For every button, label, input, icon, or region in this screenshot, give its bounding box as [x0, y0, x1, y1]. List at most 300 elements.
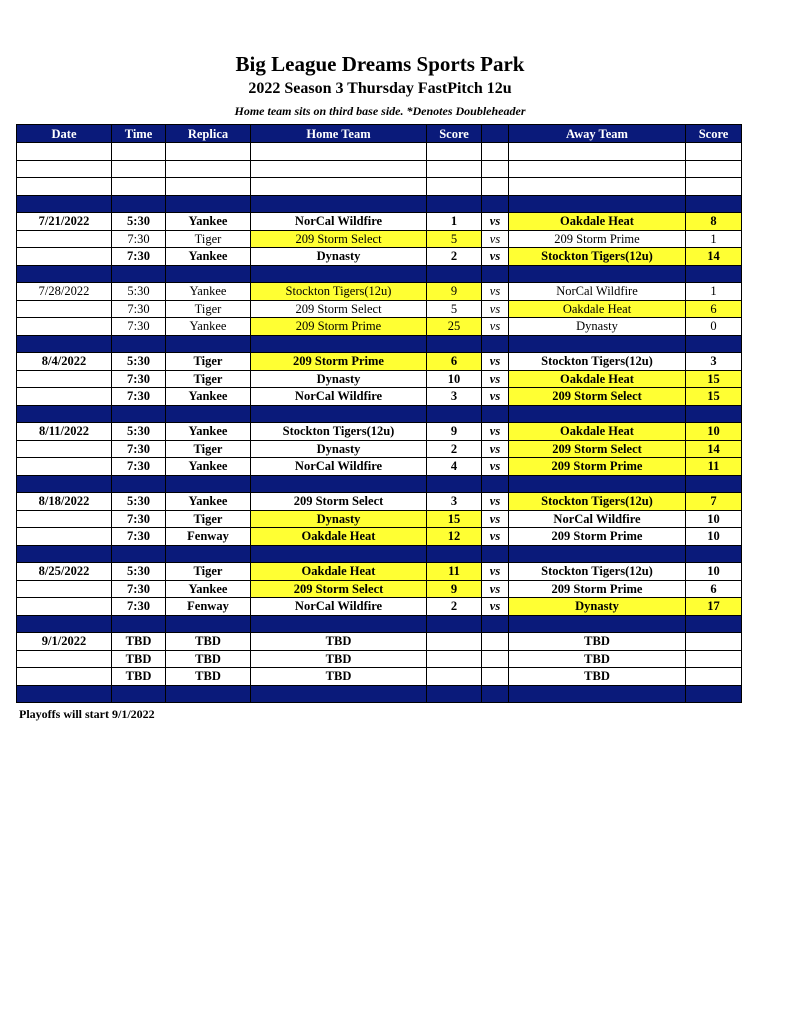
home-team-cell: Dynasty — [251, 510, 427, 528]
blank-row — [17, 143, 742, 161]
blank-cell — [427, 160, 482, 178]
blank-cell — [166, 143, 251, 161]
date-cell: 8/4/2022 — [17, 353, 112, 371]
separator-cell — [427, 265, 482, 283]
date-cell — [17, 650, 112, 668]
field-cell: Fenway — [166, 598, 251, 616]
game-row — [17, 283, 742, 301]
week-separator — [17, 545, 742, 563]
separator-cell — [251, 405, 427, 423]
game-row — [17, 423, 742, 441]
separator-cell — [251, 195, 427, 213]
away-score-cell: 8 — [686, 213, 742, 231]
away-team-cell: TBD — [509, 668, 686, 686]
blank-cell — [482, 160, 509, 178]
header-replica: Replica — [166, 125, 251, 143]
separator-cell — [251, 685, 427, 703]
separator-cell — [686, 475, 742, 493]
date-cell — [17, 580, 112, 598]
separator-cell — [509, 195, 686, 213]
blank-cell — [251, 178, 427, 196]
blank-cell — [17, 143, 112, 161]
away-team-cell: TBD — [509, 650, 686, 668]
game-row — [17, 353, 742, 371]
date-cell — [17, 598, 112, 616]
away-team-cell: Dynasty — [509, 318, 686, 336]
home-team-cell: NorCal Wildfire — [251, 213, 427, 231]
header-vs — [482, 125, 509, 143]
vs-cell: vs — [482, 318, 509, 336]
vs-cell: vs — [482, 510, 509, 528]
home-score-cell: 12 — [427, 528, 482, 546]
time-cell: 5:30 — [112, 423, 166, 441]
separator-cell — [509, 685, 686, 703]
away-score-cell: 7 — [686, 493, 742, 511]
field-cell: Fenway — [166, 528, 251, 546]
away-score-cell: 15 — [686, 370, 742, 388]
home-team-cell: Dynasty — [251, 248, 427, 266]
home-team-cell: Stockton Tigers(12u) — [251, 423, 427, 441]
separator-cell — [166, 545, 251, 563]
separator-cell — [509, 615, 686, 633]
week-separator — [17, 685, 742, 703]
separator-cell — [509, 265, 686, 283]
page-subtitle: 2022 Season 3 Thursday FastPitch 12u — [248, 80, 512, 97]
separator-cell — [482, 685, 509, 703]
away-score-cell: 3 — [686, 353, 742, 371]
time-cell: 7:30 — [112, 370, 166, 388]
home-score-cell: 2 — [427, 440, 482, 458]
home-score-cell: 11 — [427, 563, 482, 581]
date-cell: 8/18/2022 — [17, 493, 112, 511]
field-cell: TBD — [166, 668, 251, 686]
date-cell — [17, 248, 112, 266]
blank-cell — [686, 160, 742, 178]
playoffs-note: Playoffs will start 9/1/2022 — [19, 707, 155, 721]
away-team-cell: 209 Storm Prime — [509, 580, 686, 598]
separator-cell — [686, 615, 742, 633]
separator-cell — [251, 615, 427, 633]
home-score-cell: 2 — [427, 248, 482, 266]
home-team-cell: Dynasty — [251, 440, 427, 458]
vs-cell: vs — [482, 580, 509, 598]
blank-cell — [427, 178, 482, 196]
home-score-cell: 5 — [427, 230, 482, 248]
time-cell: 7:30 — [112, 528, 166, 546]
blank-row — [17, 160, 742, 178]
separator-cell — [509, 475, 686, 493]
game-row — [17, 440, 742, 458]
home-score-cell — [427, 668, 482, 686]
blank-cell — [427, 143, 482, 161]
separator-cell — [112, 545, 166, 563]
away-team-cell: Stockton Tigers(12u) — [509, 248, 686, 266]
separator-cell — [482, 545, 509, 563]
date-cell — [17, 388, 112, 406]
time-cell: 5:30 — [112, 353, 166, 371]
separator-cell — [427, 475, 482, 493]
separator-cell — [686, 265, 742, 283]
vs-cell: vs — [482, 440, 509, 458]
time-cell: 7:30 — [112, 580, 166, 598]
header-row — [17, 125, 742, 143]
date-cell — [17, 668, 112, 686]
field-cell: TBD — [166, 650, 251, 668]
game-row — [17, 598, 742, 616]
header-away-score: Score — [686, 125, 742, 143]
home-score-cell: 1 — [427, 213, 482, 231]
away-score-cell: 10 — [686, 423, 742, 441]
home-team-cell: 209 Storm Select — [251, 300, 427, 318]
home-team-cell: TBD — [251, 650, 427, 668]
separator-cell — [427, 545, 482, 563]
date-cell — [17, 458, 112, 476]
away-team-cell: Oakdale Heat — [509, 423, 686, 441]
separator-cell — [686, 545, 742, 563]
away-score-cell: 15 — [686, 388, 742, 406]
field-cell: Tiger — [166, 370, 251, 388]
away-team-cell: NorCal Wildfire — [509, 283, 686, 301]
date-cell — [17, 440, 112, 458]
separator-cell — [686, 405, 742, 423]
time-cell: TBD — [112, 633, 166, 651]
away-team-cell: 209 Storm Prime — [509, 528, 686, 546]
away-score-cell: 6 — [686, 580, 742, 598]
game-row — [17, 370, 742, 388]
schedule-table — [16, 124, 742, 703]
home-team-cell: Stockton Tigers(12u) — [251, 283, 427, 301]
away-team-cell: 209 Storm Prime — [509, 458, 686, 476]
vs-cell: vs — [482, 283, 509, 301]
field-cell: Tiger — [166, 563, 251, 581]
away-team-cell: Stockton Tigers(12u) — [509, 563, 686, 581]
time-cell: 7:30 — [112, 318, 166, 336]
time-cell: 5:30 — [112, 493, 166, 511]
home-score-cell: 4 — [427, 458, 482, 476]
week-separator — [17, 615, 742, 633]
header-home-score: Score — [427, 125, 482, 143]
home-score-cell: 5 — [427, 300, 482, 318]
separator-cell — [509, 335, 686, 353]
vs-cell: vs — [482, 528, 509, 546]
header-time: Time — [112, 125, 166, 143]
separator-cell — [17, 265, 112, 283]
separator-cell — [112, 405, 166, 423]
game-row — [17, 458, 742, 476]
blank-cell — [509, 160, 686, 178]
separator-cell — [482, 335, 509, 353]
separator-cell — [17, 545, 112, 563]
vs-cell: vs — [482, 388, 509, 406]
home-team-cell: NorCal Wildfire — [251, 458, 427, 476]
separator-cell — [251, 265, 427, 283]
home-team-cell: 209 Storm Prime — [251, 318, 427, 336]
separator-cell — [686, 685, 742, 703]
vs-cell: vs — [482, 598, 509, 616]
blank-cell — [686, 178, 742, 196]
home-score-cell — [427, 650, 482, 668]
home-score-cell: 2 — [427, 598, 482, 616]
home-team-cell: NorCal Wildfire — [251, 388, 427, 406]
time-cell: 5:30 — [112, 283, 166, 301]
separator-cell — [482, 405, 509, 423]
header-away-team: Away Team — [509, 125, 686, 143]
away-team-cell: Stockton Tigers(12u) — [509, 493, 686, 511]
vs-cell: vs — [482, 213, 509, 231]
time-cell: TBD — [112, 650, 166, 668]
game-row — [17, 493, 742, 511]
week-separator — [17, 405, 742, 423]
time-cell: 7:30 — [112, 458, 166, 476]
field-cell: Yankee — [166, 423, 251, 441]
game-row — [17, 248, 742, 266]
home-team-cell: Oakdale Heat — [251, 563, 427, 581]
separator-cell — [482, 195, 509, 213]
game-row — [17, 388, 742, 406]
away-team-cell: Dynasty — [509, 598, 686, 616]
home-score-cell: 9 — [427, 423, 482, 441]
date-cell — [17, 510, 112, 528]
field-cell: Yankee — [166, 388, 251, 406]
separator-cell — [251, 335, 427, 353]
separator-cell — [482, 265, 509, 283]
away-team-cell: Oakdale Heat — [509, 300, 686, 318]
separator-cell — [112, 615, 166, 633]
week-separator — [17, 475, 742, 493]
separator-cell — [427, 405, 482, 423]
date-cell: 9/1/2022 — [17, 633, 112, 651]
home-team-cell: 209 Storm Select — [251, 580, 427, 598]
field-cell: Yankee — [166, 493, 251, 511]
separator-cell — [482, 615, 509, 633]
date-cell: 7/21/2022 — [17, 213, 112, 231]
field-cell: Tiger — [166, 440, 251, 458]
game-row — [17, 318, 742, 336]
separator-cell — [166, 335, 251, 353]
separator-cell — [166, 405, 251, 423]
time-cell: 7:30 — [112, 300, 166, 318]
away-team-cell: 209 Storm Prime — [509, 230, 686, 248]
away-team-cell: 209 Storm Select — [509, 440, 686, 458]
home-team-cell: TBD — [251, 633, 427, 651]
separator-cell — [166, 475, 251, 493]
home-score-cell: 3 — [427, 388, 482, 406]
away-score-cell: 10 — [686, 510, 742, 528]
field-cell: Yankee — [166, 248, 251, 266]
away-score-cell: 14 — [686, 248, 742, 266]
time-cell: 7:30 — [112, 248, 166, 266]
home-score-cell: 9 — [427, 580, 482, 598]
home-score-cell: 15 — [427, 510, 482, 528]
home-score-cell: 25 — [427, 318, 482, 336]
away-team-cell: Oakdale Heat — [509, 370, 686, 388]
field-cell: Tiger — [166, 230, 251, 248]
week-separator — [17, 335, 742, 353]
separator-cell — [427, 685, 482, 703]
away-score-cell: 0 — [686, 318, 742, 336]
separator-cell — [166, 615, 251, 633]
game-row — [17, 230, 742, 248]
game-row — [17, 668, 742, 686]
separator-cell — [686, 195, 742, 213]
time-cell: 7:30 — [112, 230, 166, 248]
blank-cell — [686, 143, 742, 161]
field-cell: Yankee — [166, 580, 251, 598]
vs-cell — [482, 668, 509, 686]
game-row — [17, 300, 742, 318]
date-cell — [17, 318, 112, 336]
away-score-cell — [686, 668, 742, 686]
away-score-cell — [686, 650, 742, 668]
field-cell: Yankee — [166, 458, 251, 476]
field-cell: Tiger — [166, 510, 251, 528]
blank-cell — [112, 143, 166, 161]
field-cell: TBD — [166, 633, 251, 651]
vs-cell: vs — [482, 493, 509, 511]
away-team-cell: Oakdale Heat — [509, 213, 686, 231]
home-score-cell — [427, 633, 482, 651]
date-cell: 7/28/2022 — [17, 283, 112, 301]
separator-cell — [112, 335, 166, 353]
away-team-cell: 209 Storm Select — [509, 388, 686, 406]
separator-cell — [17, 475, 112, 493]
time-cell: 5:30 — [112, 563, 166, 581]
blank-cell — [112, 160, 166, 178]
separator-cell — [686, 335, 742, 353]
game-row — [17, 563, 742, 581]
blank-cell — [112, 178, 166, 196]
home-team-cell: 209 Storm Prime — [251, 353, 427, 371]
blank-cell — [166, 178, 251, 196]
vs-cell — [482, 650, 509, 668]
away-team-cell: Stockton Tigers(12u) — [509, 353, 686, 371]
time-cell: 7:30 — [112, 510, 166, 528]
date-cell: 8/25/2022 — [17, 563, 112, 581]
separator-cell — [509, 405, 686, 423]
home-score-cell: 6 — [427, 353, 482, 371]
time-cell: 7:30 — [112, 440, 166, 458]
away-score-cell: 17 — [686, 598, 742, 616]
separator-cell — [427, 615, 482, 633]
away-score-cell: 10 — [686, 563, 742, 581]
time-cell: 7:30 — [112, 388, 166, 406]
blank-cell — [251, 143, 427, 161]
field-cell: Yankee — [166, 213, 251, 231]
separator-cell — [17, 685, 112, 703]
separator-cell — [17, 615, 112, 633]
vs-cell: vs — [482, 423, 509, 441]
separator-cell — [112, 475, 166, 493]
schedule-note: Home team sits on third base side. *Denotes Doubleheader — [234, 104, 526, 118]
separator-cell — [251, 475, 427, 493]
header-date: Date — [17, 125, 112, 143]
away-score-cell: 10 — [686, 528, 742, 546]
separator-cell — [166, 195, 251, 213]
away-score-cell: 1 — [686, 283, 742, 301]
vs-cell: vs — [482, 248, 509, 266]
away-score-cell — [686, 633, 742, 651]
home-score-cell: 10 — [427, 370, 482, 388]
page-title: Big League Dreams Sports Park — [235, 52, 525, 76]
separator-cell — [166, 685, 251, 703]
separator-cell — [166, 265, 251, 283]
header-home-team: Home Team — [251, 125, 427, 143]
blank-cell — [251, 160, 427, 178]
blank-cell — [482, 178, 509, 196]
separator-cell — [112, 265, 166, 283]
time-cell: 7:30 — [112, 598, 166, 616]
separator-cell — [17, 405, 112, 423]
vs-cell: vs — [482, 563, 509, 581]
game-row — [17, 528, 742, 546]
blank-cell — [17, 178, 112, 196]
week-separator — [17, 195, 742, 213]
week-separator — [17, 265, 742, 283]
separator-cell — [17, 195, 112, 213]
home-team-cell: 209 Storm Select — [251, 493, 427, 511]
field-cell: Tiger — [166, 353, 251, 371]
game-row — [17, 650, 742, 668]
date-cell — [17, 528, 112, 546]
separator-cell — [482, 475, 509, 493]
vs-cell: vs — [482, 230, 509, 248]
away-score-cell: 1 — [686, 230, 742, 248]
away-score-cell: 6 — [686, 300, 742, 318]
away-score-cell: 11 — [686, 458, 742, 476]
separator-cell — [17, 335, 112, 353]
separator-cell — [112, 685, 166, 703]
away-score-cell: 14 — [686, 440, 742, 458]
game-row — [17, 510, 742, 528]
vs-cell: vs — [482, 300, 509, 318]
vs-cell: vs — [482, 353, 509, 371]
date-cell: 8/11/2022 — [17, 423, 112, 441]
time-cell: TBD — [112, 668, 166, 686]
separator-cell — [509, 545, 686, 563]
blank-cell — [17, 160, 112, 178]
schedule-body — [17, 143, 742, 703]
game-row — [17, 633, 742, 651]
vs-cell: vs — [482, 370, 509, 388]
date-cell — [17, 300, 112, 318]
separator-cell — [427, 195, 482, 213]
blank-cell — [509, 143, 686, 161]
away-team-cell: NorCal Wildfire — [509, 510, 686, 528]
home-team-cell: Oakdale Heat — [251, 528, 427, 546]
away-team-cell: TBD — [509, 633, 686, 651]
home-team-cell: Dynasty — [251, 370, 427, 388]
home-team-cell: TBD — [251, 668, 427, 686]
field-cell: Tiger — [166, 300, 251, 318]
field-cell: Yankee — [166, 283, 251, 301]
date-cell — [17, 230, 112, 248]
field-cell: Yankee — [166, 318, 251, 336]
vs-cell — [482, 633, 509, 651]
home-score-cell: 9 — [427, 283, 482, 301]
home-team-cell: 209 Storm Select — [251, 230, 427, 248]
game-row — [17, 213, 742, 231]
separator-cell — [112, 195, 166, 213]
blank-cell — [166, 160, 251, 178]
separator-cell — [427, 335, 482, 353]
home-team-cell: NorCal Wildfire — [251, 598, 427, 616]
vs-cell: vs — [482, 458, 509, 476]
game-row — [17, 580, 742, 598]
date-cell — [17, 370, 112, 388]
home-score-cell: 3 — [427, 493, 482, 511]
blank-cell — [509, 178, 686, 196]
blank-row — [17, 178, 742, 196]
